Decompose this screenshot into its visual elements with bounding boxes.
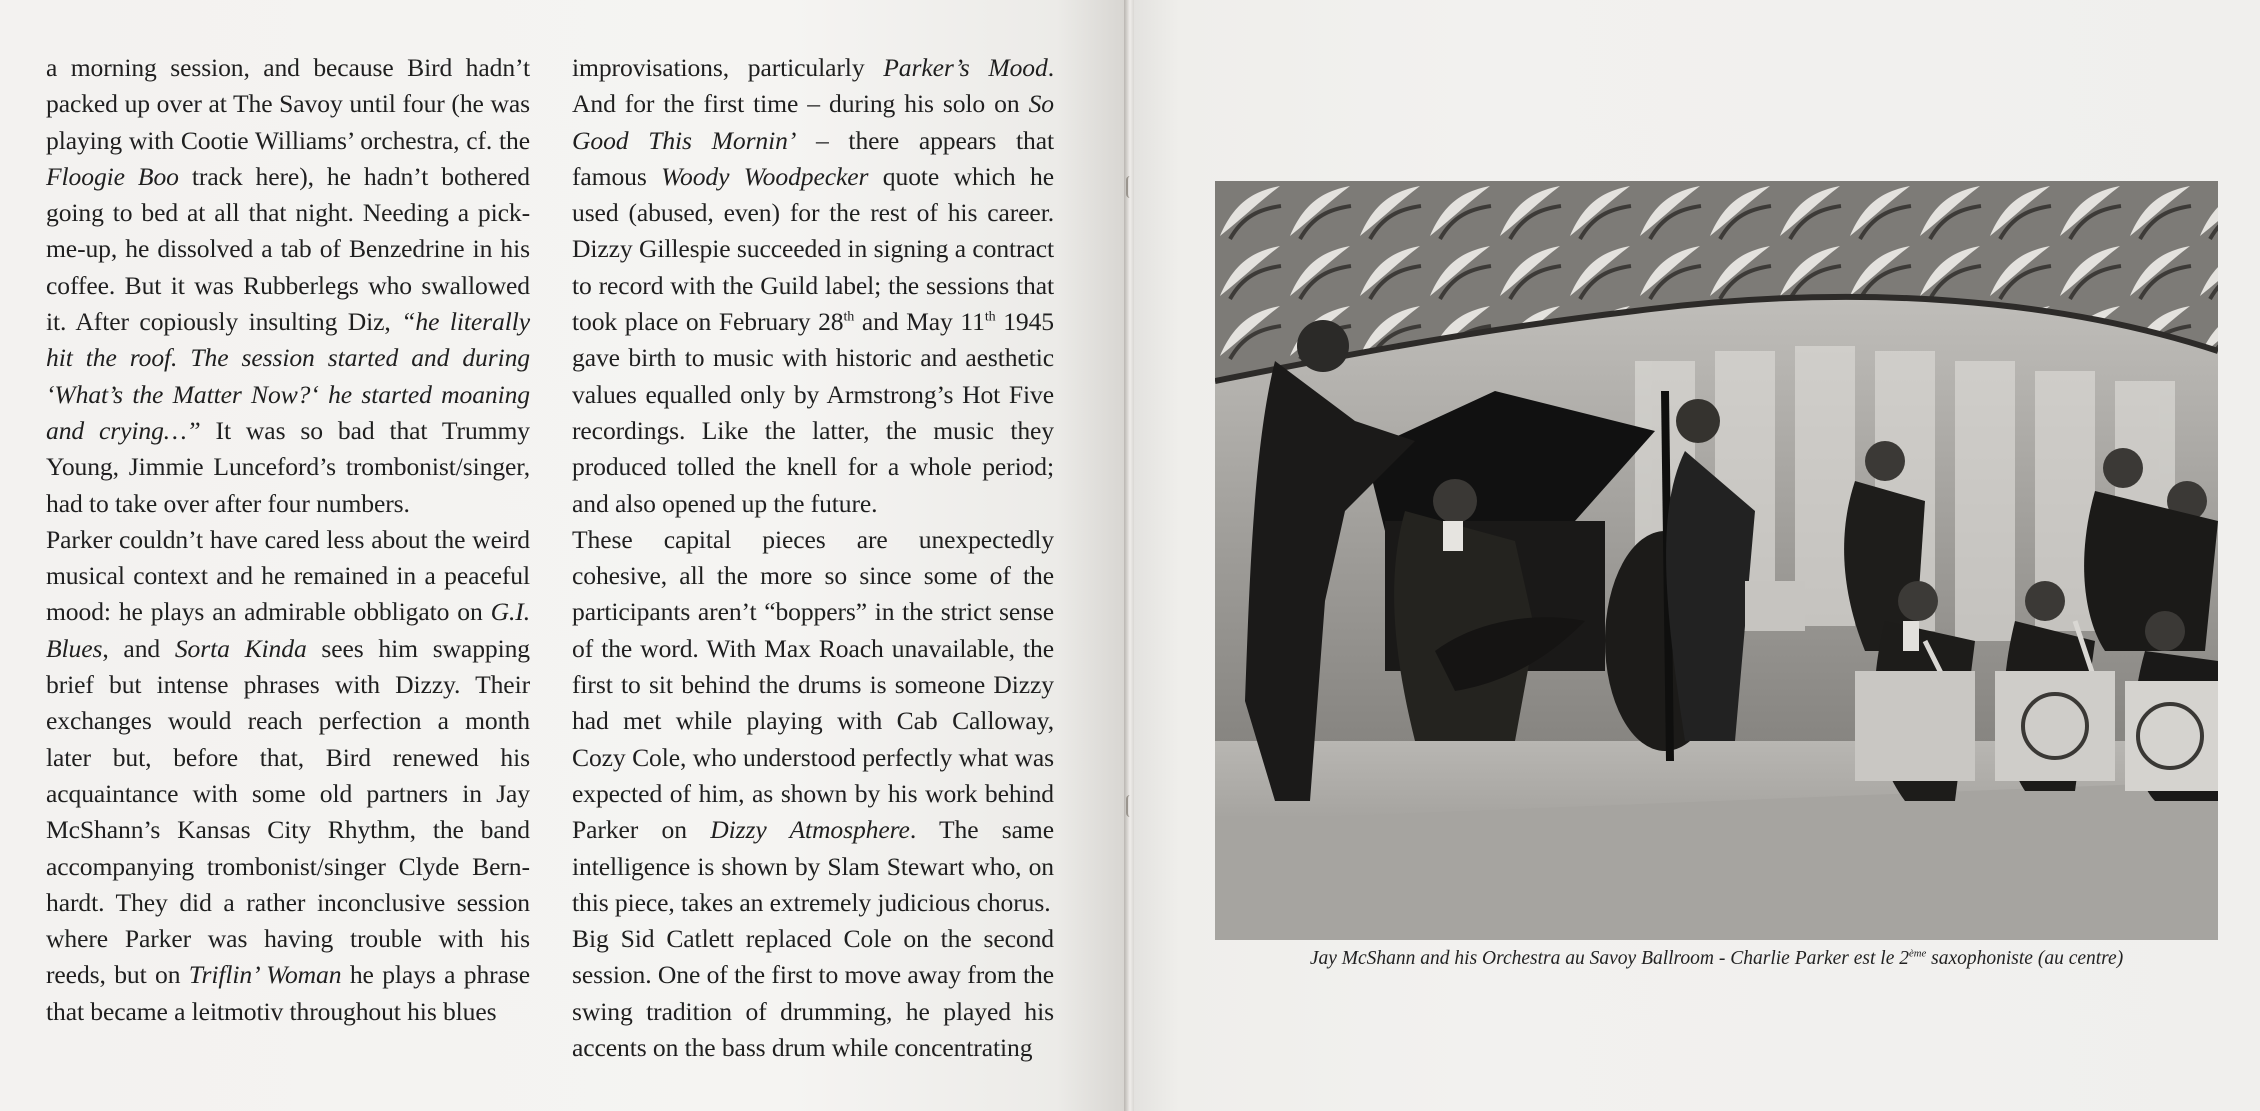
track-title: Parker’s Mood [883,53,1048,82]
track-title: Dizzy Atmosphere [710,815,910,845]
staple [1126,795,1134,817]
text-run: a morning session, and because Bird hadn’t packed up over at The Savoy until four (he was playing with Cootie Williams’ orchestra, cf. the [46,53,530,155]
text-run: . The same intelligence is shown by Slam Stewart who, on this piece, takes an extremely judicious chorus. [572,815,1054,917]
paragraph [46,522,530,1030]
text-run: These capital pieces are unexpectedly cohesive, all the more so since some of the participants aren’t “boppers” in the strict sense of the word. With Max Roach unavailable, the first to sit behind the drums is someone Dizzy had met while playing with Cab Calloway, Cozy Cole, who understood perfectly what was expected of him, as shown by his work behind Parker on [572,524,1054,845]
left-page [0,0,1124,1111]
track-title: Triflin’ Woman [188,960,342,990]
ordinal-suffix: ème [1908,947,1927,960]
paragraph [46,50,530,522]
text-run: improvisations, particularly [572,53,884,82]
paragraph [572,50,1054,522]
text-run: Big Sid Catlett replaced Cole on the second session. One of the first to move away from the swing tradition of drumming, he played his accents on the bass drum while concentrating [572,924,1054,1063]
text-run: sees him swapping brief but intense phrases with Dizzy. Their exchanges would reach perfection a month later but, before that, Bird renewed his acquaintance with some old partners in Jay McShann’s Kansas City Rhythm, the band accompanying trombonist/singer Clyde Bernhardt. They did a rather inconclusive session where Parker was having trouble with his reeds, but on [46,633,530,990]
paragraph [572,921,1054,1066]
text-run: It was so bad that Trummy Young, Jimmie Lunceford’s trombonist/singer, had to take over after four numbers. [46,415,530,518]
band-photograph [1215,181,2218,940]
track-title: Woody Woodpecker [661,161,869,191]
text-run: 1945 gave birth to music with historic and aesthetic values equalled only by Armstrong’s Hot Five recordings. Like the latter, the music they produced tolled the knell for a whole period; and also opened up the future. [572,307,1055,518]
text-run: , and [102,633,175,663]
text-run: . And for the first time – during his solo on [572,53,1054,119]
text-run: track here), he hadn’t bothered going to bed at all that night. Needing a pick-me-up, he dissolved a tab of Benzedrine in his coffee. But it was Rubberlegs who swallowed it. After copiously insulting Diz, [46,161,530,337]
ordinal-suffix: th [984,308,996,325]
track-title: So Good This Mornin’ [572,89,1054,155]
text-run: and May 11 [854,307,985,337]
photo-illustration [1215,181,2218,940]
staple [1126,176,1134,198]
text-run: – there appears that famous [572,125,1054,191]
track-title: G.I. Blues [46,597,530,663]
text-run: he plays a phrase that became a leitmotiv throughout his blues [46,960,530,1026]
text-column-2 [572,50,1054,1066]
paragraph [572,522,1054,921]
photo-caption [1215,948,2218,970]
caption-text: saxophoniste (au centre) [1926,948,2124,969]
caption-text: Jay McShann and his Orchestra au Savoy Ballroom - Charlie Parker est le 2 [1309,948,1909,969]
book-gutter [1124,0,1134,1111]
ordinal-suffix: th [843,308,855,325]
text-run: quote which he used (abused, even) for the rest of his career. Dizzy Gillespie succeeded in signing a contract to record with the Guild label; the sessions that took place on February 28 [572,161,1055,337]
track-title: Floogie Boo [46,161,179,191]
track-title: Sorta Kinda [174,633,307,663]
text-column-1 [46,50,530,1030]
text-run: Parker couldn’t have cared less about the weird musical context and he remained in a peaceful mood: he plays an admirable obbligato on [46,524,530,627]
quotation: “he literally hit the roof. The session started and during ‘What’s the Matter Now?‘ he started moaning and crying…” [46,307,530,445]
